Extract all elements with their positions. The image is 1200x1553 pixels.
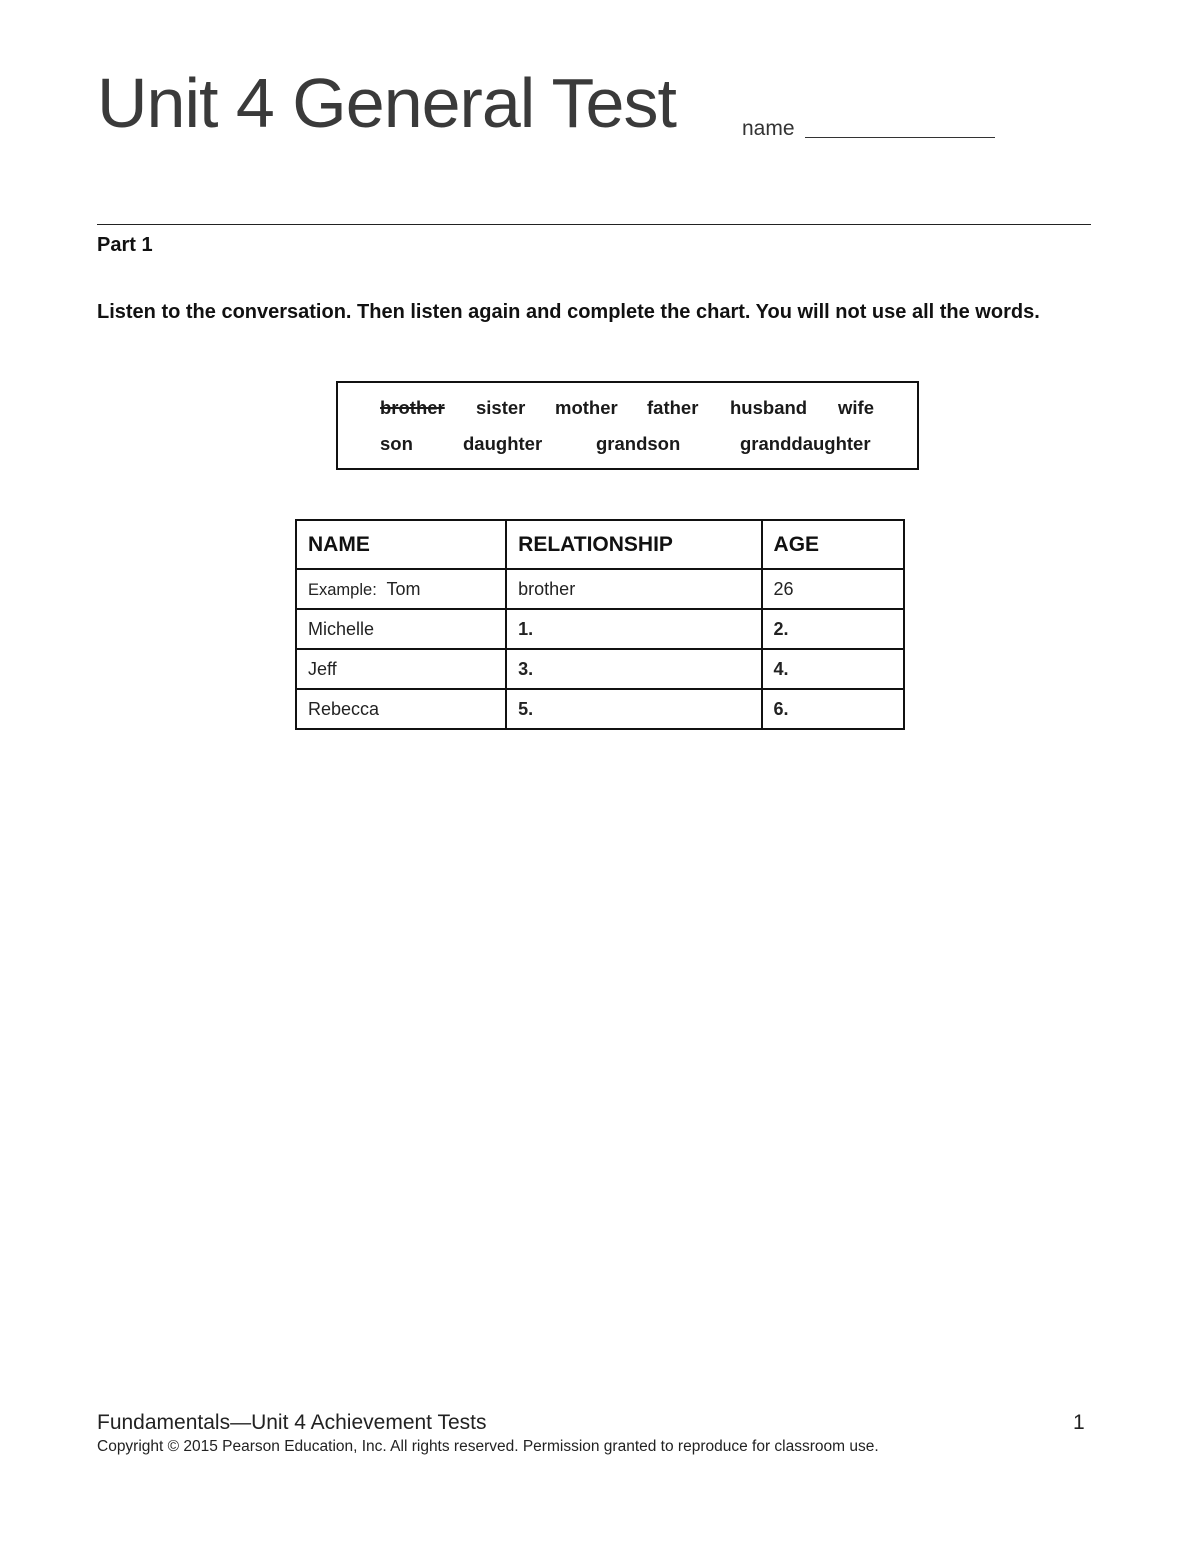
- name-cell: [296, 569, 506, 609]
- page-number: 1: [1073, 1411, 1085, 1434]
- copyright-notice: Copyright © 2015 Pearson Education, Inc. All rights reserved. Permission granted to reproduce for classroom use.: [97, 1438, 879, 1455]
- age-answer-cell[interactable]: 6.: [762, 689, 904, 729]
- name-field-label: name: [742, 117, 795, 140]
- age-cell: 26: [762, 569, 904, 609]
- word-bank: [336, 381, 919, 470]
- table-row: [296, 569, 904, 609]
- name-cell: Jeff: [296, 649, 506, 689]
- word-bank-word: granddaughter: [740, 433, 871, 454]
- header-age: AGE: [762, 520, 904, 569]
- part-heading: Part 1: [97, 234, 153, 256]
- age-answer-cell[interactable]: 4.: [762, 649, 904, 689]
- word-bank-word: sister: [476, 397, 526, 418]
- table-row: [296, 689, 904, 729]
- relationship-answer-cell[interactable]: 1.: [506, 609, 761, 649]
- name-field-line[interactable]: [805, 137, 995, 138]
- footer-title: Fundamentals—Unit 4 Achievement Tests: [97, 1411, 487, 1434]
- table-row: [296, 609, 904, 649]
- instructions: Listen to the conversation. Then listen again and complete the chart. You will not use all the words.: [97, 301, 1040, 323]
- word-bank-word: mother: [555, 397, 618, 418]
- word-bank-word: father: [647, 397, 699, 418]
- word-bank-word: husband: [730, 397, 808, 418]
- age-answer-cell[interactable]: 2.: [762, 609, 904, 649]
- word-bank-word: daughter: [463, 433, 543, 454]
- relationship-chart: [295, 519, 905, 730]
- word-bank-word: son: [380, 433, 413, 454]
- name-value: Tom: [386, 578, 421, 599]
- table-row: [296, 649, 904, 689]
- chart-header-row: [296, 520, 904, 569]
- example-label: Example:: [308, 580, 377, 599]
- header-divider: [97, 224, 1091, 225]
- page-title: Unit 4 General Test: [97, 64, 676, 142]
- header-name: NAME: [296, 520, 506, 569]
- name-cell: Michelle: [296, 609, 506, 649]
- relationship-answer-cell[interactable]: 3.: [506, 649, 761, 689]
- relationship-answer-cell[interactable]: 5.: [506, 689, 761, 729]
- name-cell: Rebecca: [296, 689, 506, 729]
- word-bank-word: brother: [380, 397, 445, 418]
- header-relationship: RELATIONSHIP: [506, 520, 761, 569]
- relationship-cell: brother: [506, 569, 761, 609]
- word-bank-word: wife: [838, 397, 874, 418]
- word-bank-word: grandson: [596, 433, 681, 454]
